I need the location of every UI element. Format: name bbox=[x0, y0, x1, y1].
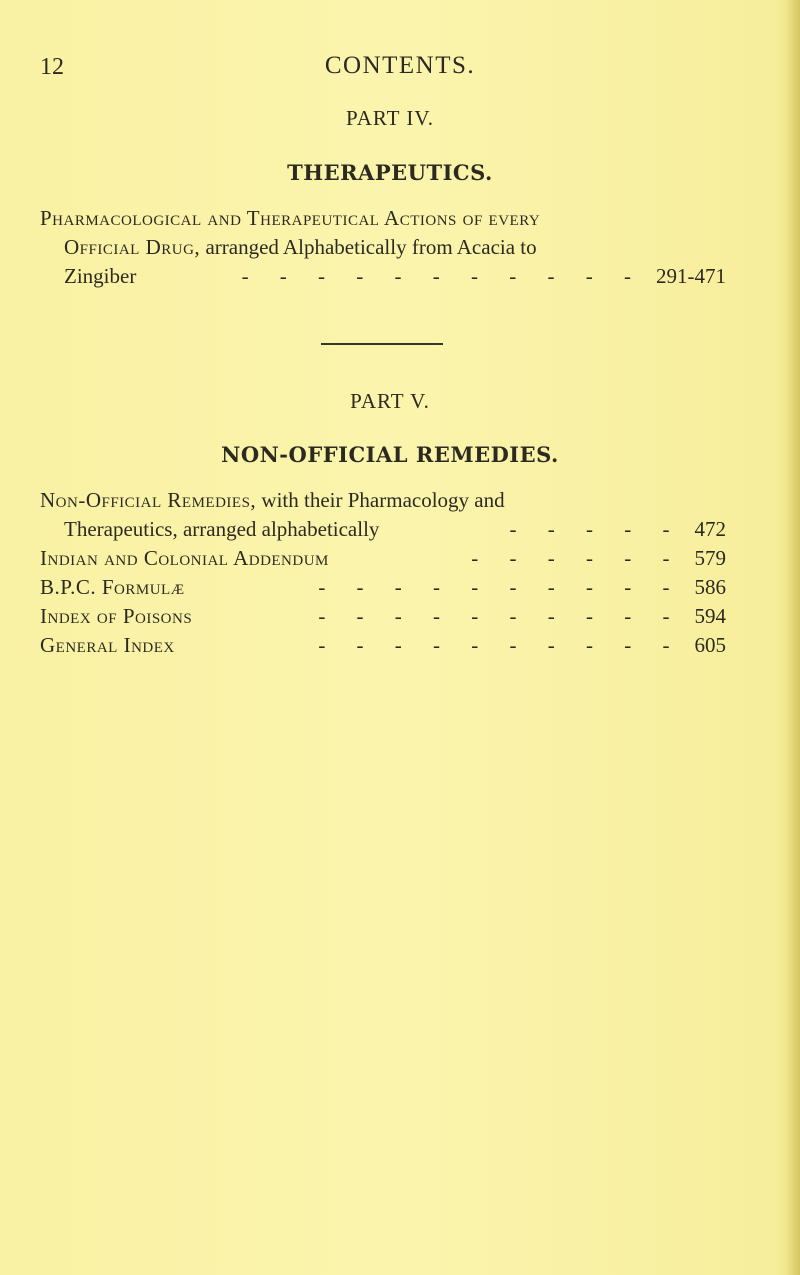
page-edge-shadow bbox=[786, 0, 800, 1275]
page-number-ref: 594 bbox=[694, 604, 726, 628]
dot-leader: - - - - - - bbox=[471, 546, 683, 570]
part-iv-entry-line2 bbox=[64, 235, 726, 259]
dot-leader: - - - - - - - - - - - bbox=[241, 264, 644, 288]
toc-entry-label: Therapeutics, arranged alphabetically bbox=[64, 517, 380, 541]
toc-entry-general-index bbox=[40, 633, 726, 657]
toc-entry-bpc-formulae bbox=[40, 575, 726, 599]
page-number: 12 bbox=[40, 54, 64, 80]
running-head: CONTENTS. bbox=[324, 52, 476, 79]
toc-entry-label: Non-Official Remedies, bbox=[40, 488, 257, 512]
toc-entry-label: B.P.C. Formulæ bbox=[40, 575, 185, 599]
part-v-label: PART V. bbox=[350, 389, 430, 413]
toc-entry-label: Zingiber bbox=[64, 264, 137, 288]
part-iv-entry-line3 bbox=[64, 264, 726, 288]
part-iv-entry-line1: Pharmacological and Therapeutical Actions of every bbox=[40, 206, 541, 230]
toc-entry-label: Indian and Colonial Addendum bbox=[40, 546, 329, 570]
part-iv-label: PART IV. bbox=[345, 106, 435, 130]
page-number-ref: 579 bbox=[694, 546, 726, 570]
dot-leader: - - - - - bbox=[509, 517, 683, 541]
dot-leader: - - - - - - - - - - bbox=[318, 604, 683, 628]
part-iv-entry-line2-rest: arranged Alphabetically from Acacia to bbox=[200, 235, 537, 259]
part-v-title: NON-OFFICIAL REMEDIES. bbox=[221, 442, 559, 467]
toc-entry-label: Index of Poisons bbox=[40, 604, 193, 628]
toc-entry-non-official bbox=[40, 488, 726, 512]
dot-leader: - - - - - - - - - - bbox=[318, 633, 683, 657]
page-number-ref: 586 bbox=[694, 575, 726, 599]
toc-entry-label: General Index bbox=[40, 633, 175, 657]
page-range: 291-471 bbox=[656, 264, 726, 288]
section-divider bbox=[321, 343, 443, 345]
toc-entry-label-rest: with their Pharmacology and bbox=[256, 488, 505, 512]
page-number-ref: 472 bbox=[694, 517, 726, 541]
toc-entry-index-of-poisons bbox=[40, 604, 726, 628]
toc-entry-indian-colonial bbox=[40, 546, 726, 570]
official-drug-text: Official Drug, bbox=[64, 235, 201, 259]
page-number-ref: 605 bbox=[694, 633, 726, 657]
toc-entry-non-official-continuation bbox=[64, 517, 726, 541]
dot-leader: - - - - - - - - - - bbox=[318, 575, 683, 599]
part-iv-title: THERAPEUTICS. bbox=[287, 160, 493, 185]
